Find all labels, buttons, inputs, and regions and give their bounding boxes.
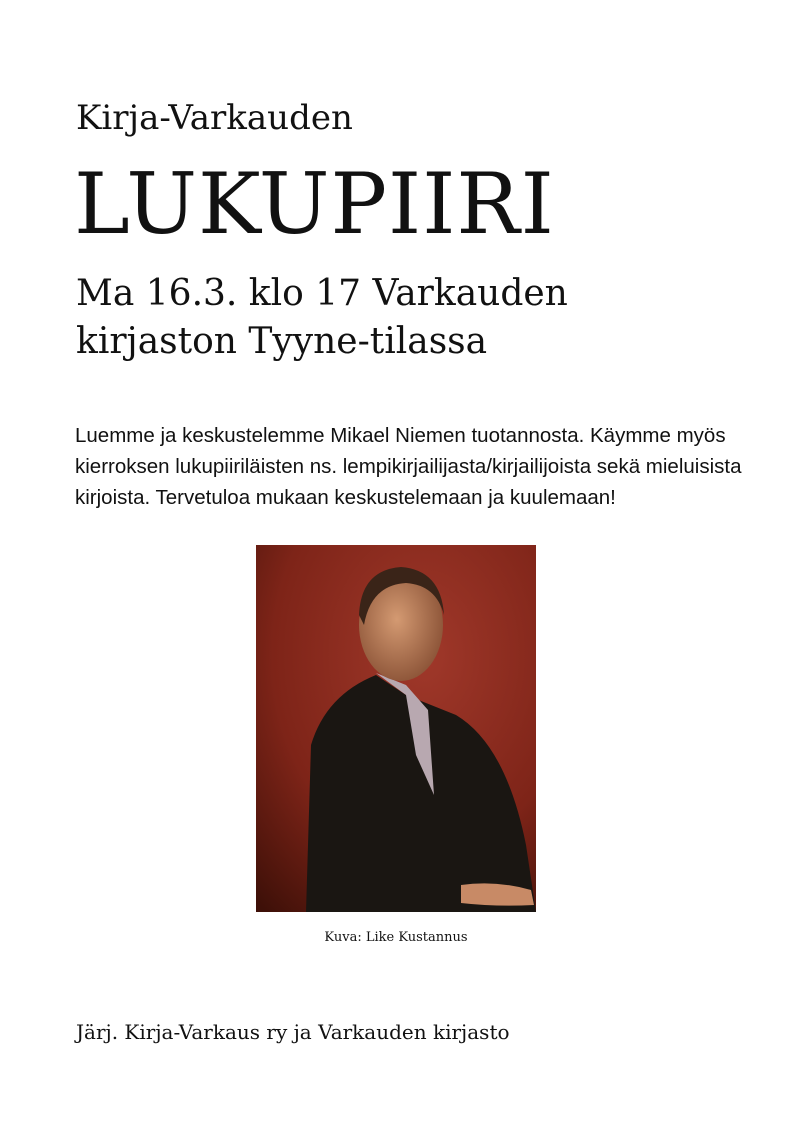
photo-caption: Kuva: Like Kustannus: [324, 930, 468, 945]
event-description: Luemme ja keskustelemme Mikael Niemen tuotannosta. Käymme myös kierroksen lukupiiriläisten ns. lempikirjailijasta/kirjailijoista sekä mieluisista kirjoista. Tervetuloa mukaan keskustelemaan ja kuulemaan!: [75, 424, 742, 509]
event-time-line: Ma 16.3. klo 17 Varkauden: [76, 273, 568, 314]
event-place-line: kirjaston Tyyne-tilassa: [76, 321, 488, 362]
poster-kicker: Kirja-Varkauden: [76, 98, 353, 138]
poster-title: LUKUPIIRI: [74, 155, 555, 253]
event-time-place: [76, 270, 716, 366]
author-photo: [256, 545, 536, 912]
organizer-footer: Järj. Kirja-Varkaus ry ja Varkauden kirjasto: [76, 1020, 510, 1044]
author-portrait-image: [256, 545, 536, 912]
